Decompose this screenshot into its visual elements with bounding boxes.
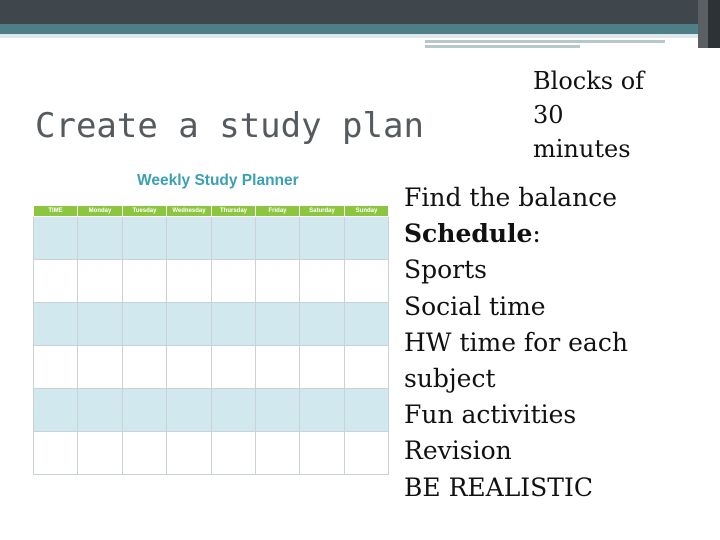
planner-row (34, 303, 389, 346)
schedule-label: Schedule (404, 219, 533, 249)
planner-cell (167, 389, 212, 432)
study-tips-list (404, 180, 714, 506)
planner-cell (167, 432, 212, 475)
planner-cell (300, 260, 345, 303)
corner-decor (708, 0, 720, 48)
planner-cell (167, 260, 212, 303)
planner-cell (34, 217, 78, 260)
planner-cell (300, 303, 345, 346)
decor-line (425, 40, 665, 43)
planner-col-header: Sunday (345, 206, 389, 217)
planner-row (34, 432, 389, 475)
planner-cell (300, 432, 345, 475)
planner-cell (256, 389, 300, 432)
schedule-colon: : (532, 219, 541, 249)
planner-cell (300, 217, 345, 260)
blocks-note-line: Blocks of (533, 67, 645, 95)
list-item: BE REALISTIC (404, 472, 593, 502)
schedule-heading (404, 216, 714, 252)
top-light-bar (0, 34, 720, 38)
planner-cell (345, 346, 389, 389)
planner-col-header: Monday (78, 206, 123, 217)
blocks-note-line: minutes (533, 135, 631, 163)
planner-row (34, 346, 389, 389)
top-accent-bar (0, 24, 720, 34)
list-item: Fun activities (404, 400, 577, 430)
planner-row (34, 389, 389, 432)
planner-col-header: TIME (34, 206, 78, 217)
planner-row (34, 260, 389, 303)
planner-cell (212, 346, 256, 389)
planner-col-header: Saturday (300, 206, 345, 217)
planner-cell (78, 217, 123, 260)
planner-cell (34, 303, 78, 346)
planner-cell (256, 346, 300, 389)
planner-cell (212, 303, 256, 346)
list-item: Revision (404, 436, 512, 466)
planner-cell (256, 217, 300, 260)
top-decor-bar (0, 0, 720, 24)
blocks-note-line: 30 (533, 101, 564, 129)
planner-cell (167, 303, 212, 346)
planner-cell (212, 217, 256, 260)
planner-cell (345, 217, 389, 260)
planner-cell (123, 346, 167, 389)
planner-cell (167, 217, 212, 260)
list-item: subject (404, 364, 496, 394)
planner-row (34, 217, 389, 260)
planner-cell (78, 389, 123, 432)
planner-cell (123, 432, 167, 475)
planner-cell (123, 217, 167, 260)
planner-cell (78, 432, 123, 475)
planner-col-header: Wednesday (167, 206, 212, 217)
planner-cell (345, 260, 389, 303)
slide-title: Create a study plan (35, 106, 424, 146)
planner-cell (256, 432, 300, 475)
planner-cell (300, 346, 345, 389)
list-intro: Find the balance (404, 183, 617, 212)
planner-col-header: Friday (256, 206, 300, 217)
planner-cell (345, 389, 389, 432)
planner-cell (34, 260, 78, 303)
planner-cell (34, 346, 78, 389)
planner-cell (78, 346, 123, 389)
planner-cell (212, 389, 256, 432)
weekly-planner-image (33, 168, 388, 480)
planner-grid (33, 205, 389, 475)
blocks-note (533, 64, 693, 166)
list-item: Sports (404, 255, 488, 285)
planner-cell (34, 389, 78, 432)
decor-line (425, 45, 580, 48)
planner-col-header: Thursday (212, 206, 256, 217)
planner-cell (123, 389, 167, 432)
planner-cell (78, 260, 123, 303)
planner-cell (34, 432, 78, 475)
planner-cell (123, 260, 167, 303)
planner-cell (212, 260, 256, 303)
planner-title: Weekly Study Planner (137, 172, 299, 189)
planner-cell (345, 432, 389, 475)
list-item: HW time for each (404, 327, 628, 357)
planner-cell (300, 389, 345, 432)
planner-cell (256, 303, 300, 346)
planner-header-row (34, 206, 389, 217)
planner-col-header: Tuesday (123, 206, 167, 217)
planner-cell (256, 260, 300, 303)
planner-cell (123, 303, 167, 346)
planner-cell (78, 303, 123, 346)
planner-cell (345, 303, 389, 346)
planner-cell (212, 432, 256, 475)
list-item: Social time (404, 291, 546, 321)
planner-cell (167, 346, 212, 389)
